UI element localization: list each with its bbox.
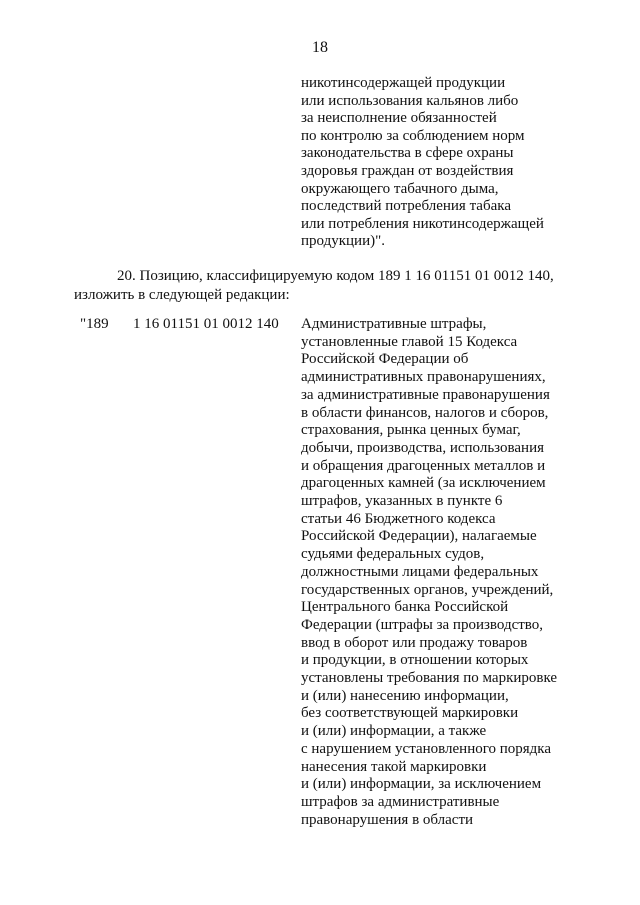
text-line: здоровья граждан от воздействия bbox=[301, 162, 514, 179]
text-line: страхования, рынка ценных бумаг, bbox=[301, 422, 521, 439]
amendment-item-line-1: 20. Позицию, классифицируемую кодом 189 1 16 01151 01 0012 140, bbox=[117, 268, 554, 284]
admin-code-cell: "189 bbox=[80, 316, 109, 332]
text-line: законодательства в сфере охраны bbox=[301, 145, 514, 162]
text-line: штрафов, указанных в пункте 6 bbox=[301, 493, 503, 510]
text-line: Административные штрафы, bbox=[301, 316, 487, 332]
text-line: правонарушения в области bbox=[301, 811, 474, 828]
text-line: без соответствующей маркировки bbox=[301, 705, 519, 722]
text-line: по контролю за соблюдением норм bbox=[301, 127, 525, 144]
text-line: продукции)". bbox=[301, 233, 385, 250]
text-line: установлены требования по маркировке bbox=[301, 670, 558, 687]
text-line: и обращения драгоценных металлов и bbox=[301, 457, 546, 474]
text-line: драгоценных камней (за исключением bbox=[301, 475, 546, 492]
text-line: последствий потребления табака bbox=[301, 198, 511, 215]
text-line: или потребления никотинсодержащей bbox=[301, 215, 544, 232]
text-line: и (или) нанесению информации, bbox=[301, 687, 509, 704]
text-line: административных правонарушениях, bbox=[301, 369, 546, 386]
text-line: добычи, производства, использования bbox=[301, 439, 545, 456]
amendment-item-line-2: изложить в следующей редакции: bbox=[74, 287, 290, 303]
description-cell bbox=[301, 316, 621, 829]
text-line: должностными лицами федеральных bbox=[301, 563, 539, 580]
text-line: или использования кальянов либо bbox=[301, 92, 519, 109]
text-line: установленные главой 15 Кодекса bbox=[301, 333, 518, 350]
text-line: статьи 46 Бюджетного кодекса bbox=[301, 510, 496, 527]
text-line: и (или) информации, а также bbox=[301, 723, 487, 740]
income-code-cell: 1 16 01151 01 0012 140 bbox=[133, 316, 279, 332]
text-line: за неисполнение обязанностей bbox=[301, 110, 497, 127]
text-line: никотинсодержащей продукции bbox=[301, 75, 506, 91]
text-line: Российской Федерации), налагаемые bbox=[301, 528, 537, 545]
text-line: Российской Федерации об bbox=[301, 351, 469, 368]
text-line: и продукции, в отношении которых bbox=[301, 652, 529, 669]
text-line: Центрального банка Российской bbox=[301, 599, 509, 616]
text-line: в области финансов, налогов и сборов, bbox=[301, 404, 549, 421]
amendment-item-20 bbox=[74, 267, 574, 305]
text-line: за административные правонарушения bbox=[301, 386, 550, 403]
page-number: 18 bbox=[312, 39, 328, 56]
text-line: штрафов за административные bbox=[301, 793, 500, 810]
text-line: окружающего табачного дыма, bbox=[301, 180, 499, 197]
text-line: нанесения такой маркировки bbox=[301, 758, 487, 775]
text-line: и (или) информации, за исключением bbox=[301, 776, 542, 793]
text-line: Федерации (штрафы за производство, bbox=[301, 616, 544, 633]
text-line: ввод в оборот или продажу товаров bbox=[301, 634, 528, 651]
continued-description bbox=[301, 75, 621, 251]
text-line: с нарушением установленного порядка bbox=[301, 740, 552, 757]
text-line: государственных органов, учреждений, bbox=[301, 581, 554, 598]
text-line: судьями федеральных судов, bbox=[301, 546, 485, 563]
